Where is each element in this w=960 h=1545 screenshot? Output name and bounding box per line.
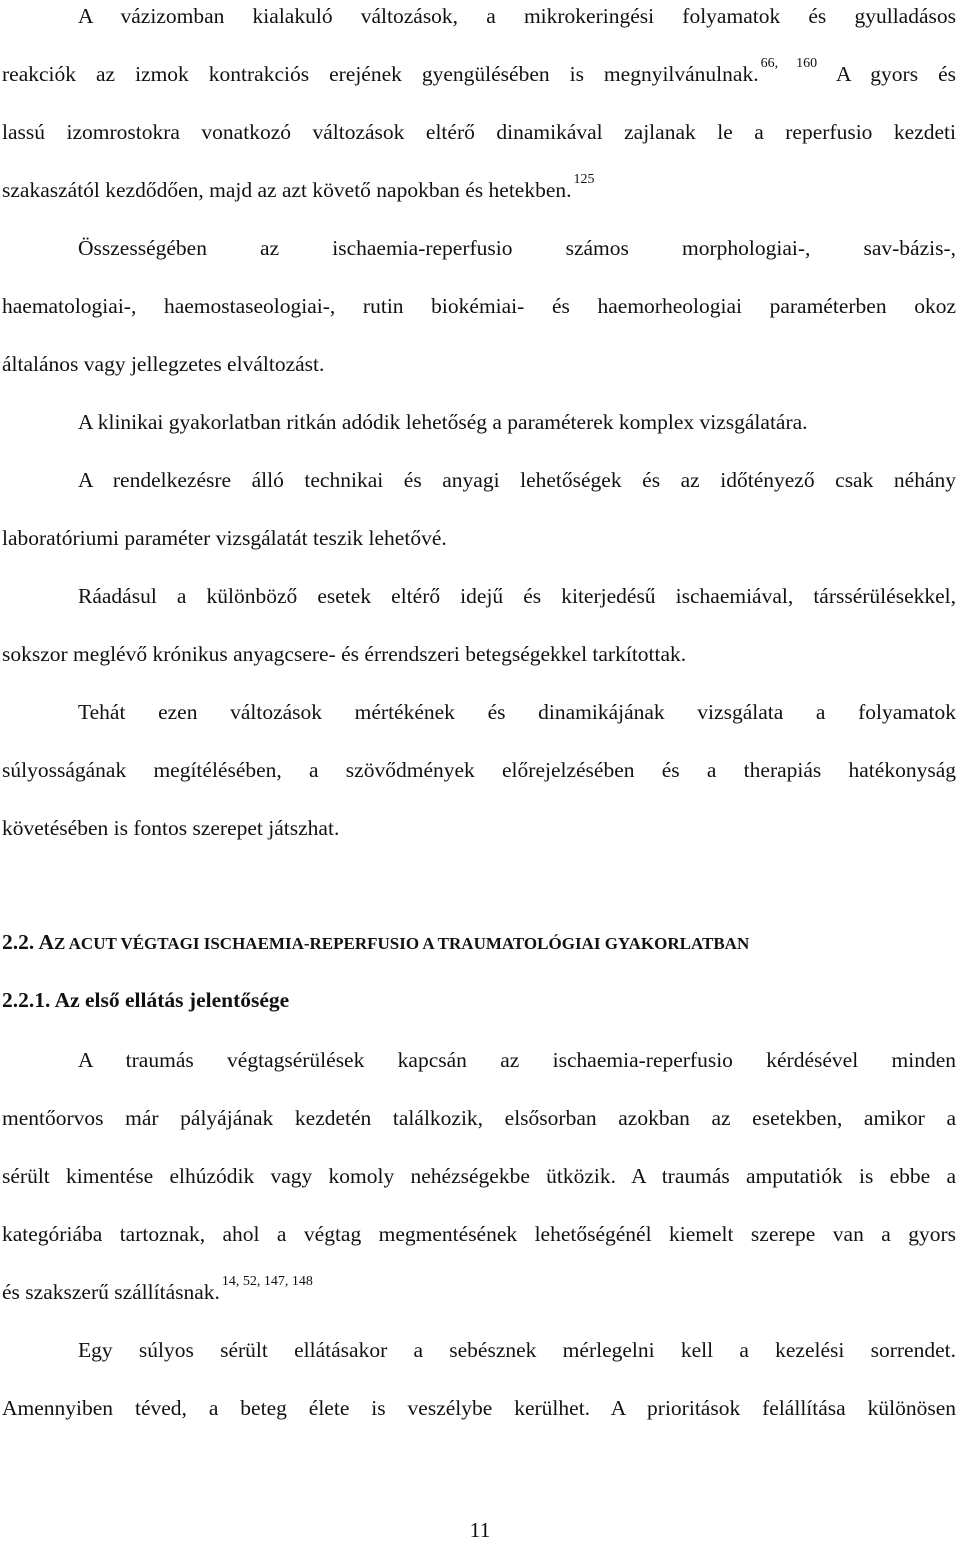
line-text: Tehát ezen változások mértékének és dinamikájának vizsgálata a folyamatok <box>78 700 956 724</box>
section-title-initial: A <box>38 930 54 954</box>
line-text: általános vagy jellegzetes elváltozást. <box>2 352 325 376</box>
line-text: Ráadásul a különböző esetek eltérő idejű és kiterjedésű ischaemiával, társsérülésekkel, <box>78 584 956 608</box>
text-line <box>2 350 956 378</box>
text-line <box>2 1220 956 1248</box>
text-line <box>2 292 956 320</box>
text-line <box>2 640 956 668</box>
text-line <box>78 1046 956 1074</box>
line-text: reakciók az izmok kontrakciós erejének gyengülésében is megnyilvánulnak. <box>2 62 759 86</box>
citation-superscript: 14, 52, 147, 148 <box>221 1274 313 1289</box>
line-text: sokszor meglévő krónikus anyagcsere- és érrendszeri betegségekkel tarkítottak. <box>2 642 687 666</box>
line-text: A rendelkezésre álló technikai és anyagi lehetőségek és az időtényező csak néhány <box>78 468 956 492</box>
line-text: és szakszerű szállításnak. <box>2 1280 220 1304</box>
line-text: Összességében az ischaemia-reperfusio számos morphologiai-, sav-bázis-, <box>78 236 956 260</box>
page-number: 11 <box>469 1518 491 1542</box>
text-line <box>2 1274 956 1306</box>
line-text: A gyors és <box>835 62 956 86</box>
line-text: A klinikai gyakorlatban ritkán adódik lehetőség a paraméterek komplex vizsgálatára. <box>78 410 808 434</box>
text-line <box>78 234 956 262</box>
text-line <box>2 756 956 784</box>
text-line <box>2 56 956 88</box>
line-text: mentőorvos már pályájának kezdetén találkozik, elsősorban azokban az esetekben, amikor a <box>2 1106 956 1130</box>
text-line <box>2 814 956 842</box>
line-text: Egy súlyos sérült ellátásakor a sebésznek mérlegelni kell a kezelési sorrendet. <box>78 1338 956 1362</box>
line-text: súlyosságának megítélésében, a szövődmények előrejelzésében és a therapiás hatékonyság <box>2 758 956 782</box>
subsection-heading: 2.2.1. Az első ellátás jelentősége <box>2 988 290 1012</box>
text-line <box>2 2 956 30</box>
text-line <box>78 1336 956 1364</box>
line-text: sérült kimentése elhúzódik vagy komoly nehézségekbe ütközik. A traumás amputatiók is ebbe a <box>2 1164 956 1188</box>
text-line <box>78 466 956 494</box>
section-title: Z ACUT VÉGTAGI ISCHAEMIA-REPERFUSIO A TRAUMATOLÓGIAI GYAKORLATBAN <box>53 934 750 953</box>
line-text: A traumás végtagsérülések kapcsán az ischaemia-reperfusio kérdésével minden <box>78 1048 956 1072</box>
line-text: A vázizomban kialakuló változások, a mikrokeringési folyamatok és gyulladásos <box>78 4 956 28</box>
line-text: haematologiai-, haemostaseologiai-, rutin biokémiai- és haemorheologiai paraméterben okoz <box>2 294 956 318</box>
section-heading <box>2 930 749 955</box>
line-text: kategóriába tartoznak, ahol a végtag megmentésének lehetőségénél kiemelt szerepe van a gyors <box>2 1222 956 1246</box>
line-text: Amennyiben téved, a beteg élete is veszélybe kerülhet. A prioritások felállítása különösen <box>2 1396 956 1420</box>
line-text: szakaszától kezdődően, majd az azt követő napokban és hetekben. <box>2 178 572 202</box>
citation-superscript: 66, 160 <box>760 56 818 71</box>
citation-superscript: 125 <box>573 172 595 187</box>
text-line <box>2 1162 956 1190</box>
text-line <box>2 118 956 146</box>
text-line <box>78 698 956 726</box>
text-line <box>2 172 956 204</box>
text-line <box>2 524 956 552</box>
line-text: követésében is fontos szerepet játszhat. <box>2 816 340 840</box>
text-line <box>78 582 956 610</box>
line-text: laboratóriumi paraméter vizsgálatát teszik lehetővé. <box>2 526 447 550</box>
text-line <box>78 408 956 436</box>
section-number: 2.2. <box>2 930 35 954</box>
text-line <box>2 1394 956 1422</box>
text-line <box>2 1104 956 1132</box>
line-text: lassú izomrostokra vonatkozó változások eltérő dinamikával zajlanak le a reperfusio kezdeti <box>2 120 956 144</box>
